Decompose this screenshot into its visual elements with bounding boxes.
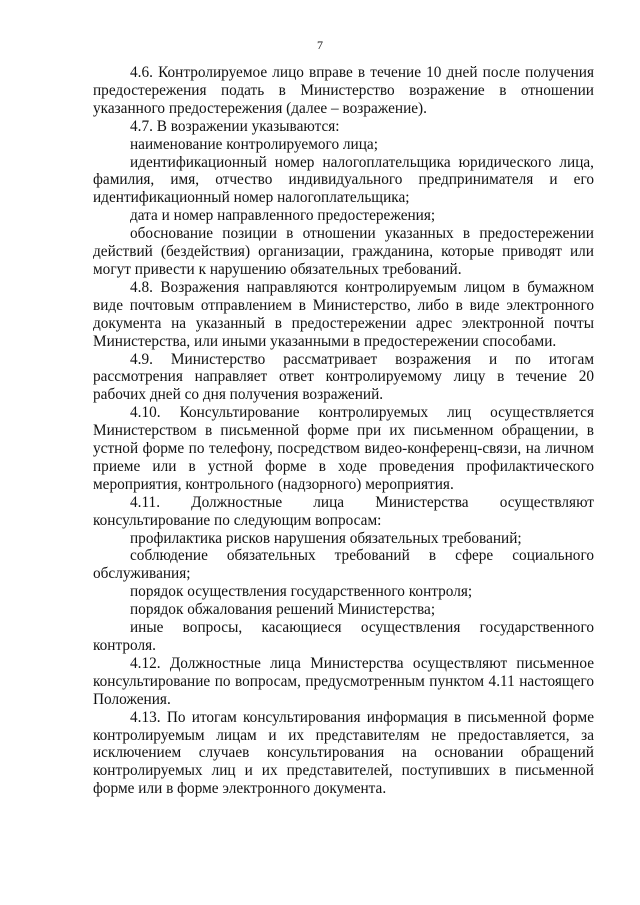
list-item-other-issues: иные вопросы, касающиеся осуществления государственного контроля. [93, 619, 594, 654]
paragraph-4-9: 4.9. Министерство рассматривает возражения и по итогам рассмотрения направляет ответ контролируемому лицу в течение 20 рабочих дней со дня получения возражений. [93, 350, 594, 404]
list-item-justification: обоснование позиции в отношении указанных в предостережении действий (бездействия) организации, гражданина, которые приводят или могут привести к нарушению обязательных требований. [93, 225, 594, 278]
list-item-compliance: соблюдение обязательных требований в сфере социального обслуживания; [93, 547, 594, 583]
paragraph-4-7: 4.7. В возражении указываются: [130, 117, 340, 135]
paragraph-4-11: 4.11. Должностные лица Министерства осуществляют консультирование по следующим вопросам: [93, 493, 594, 529]
page-number: 7 [317, 38, 323, 52]
document-body [93, 64, 594, 798]
paragraph-4-6: 4.6. Контролируемое лицо вправе в течение 10 дней после получения предостережения подать в Министерство возражение в отношении указанного предостережения (далее – возражение). [93, 64, 594, 117]
list-item-control-procedure: порядок осуществления государственного контроля; [130, 583, 473, 601]
list-item-name: наименование контролируемого лица; [130, 135, 378, 153]
list-item-inn: идентификационный номер налогоплательщика юридического лица, фамилия, имя, отчество индивидуального предпринимателя и его идентификационный номер налогоплательщика; [93, 153, 594, 207]
list-item-risk-prevention: профилактика рисков нарушения обязательных требований; [130, 529, 522, 547]
paragraph-4-13: 4.13. По итогам консультирования информация в письменной форме контролируемым лицам и их представителям не предоставляется, за исключением случаев консультирования на основании обращений контролируемых лиц и их представителей, поступивших в письменной форме или в форме электронного документа. [93, 708, 594, 798]
paragraph-4-10: 4.10. Консультирование контролируемых лиц осуществляется Министерством в письменной форме при их письменном обращении, в устной форме по телефону, посредством видео-конференц-связи, на личном приеме или в устной форме в ходе проведения профилактического мероприятия, контрольного (надзорного) мероприятия. [93, 404, 594, 493]
list-item-date-number: дата и номер направленного предостережения; [130, 207, 436, 225]
list-item-appeal-procedure: порядок обжалования решений Министерства; [130, 601, 436, 619]
paragraph-4-12: 4.12. Должностные лица Министерства осуществляют письменное консультирование по вопросам, предусмотренным пунктом 4.11 настоящего Положения. [93, 654, 594, 708]
paragraph-4-8: 4.8. Возражения направляются контролируемым лицом в бумажном виде почтовым отправлением в Министерство, либо в виде электронного документа на указанный в предостережении адрес электронной почты Министерства, или иными указанными в предостережении способами. [93, 278, 594, 350]
